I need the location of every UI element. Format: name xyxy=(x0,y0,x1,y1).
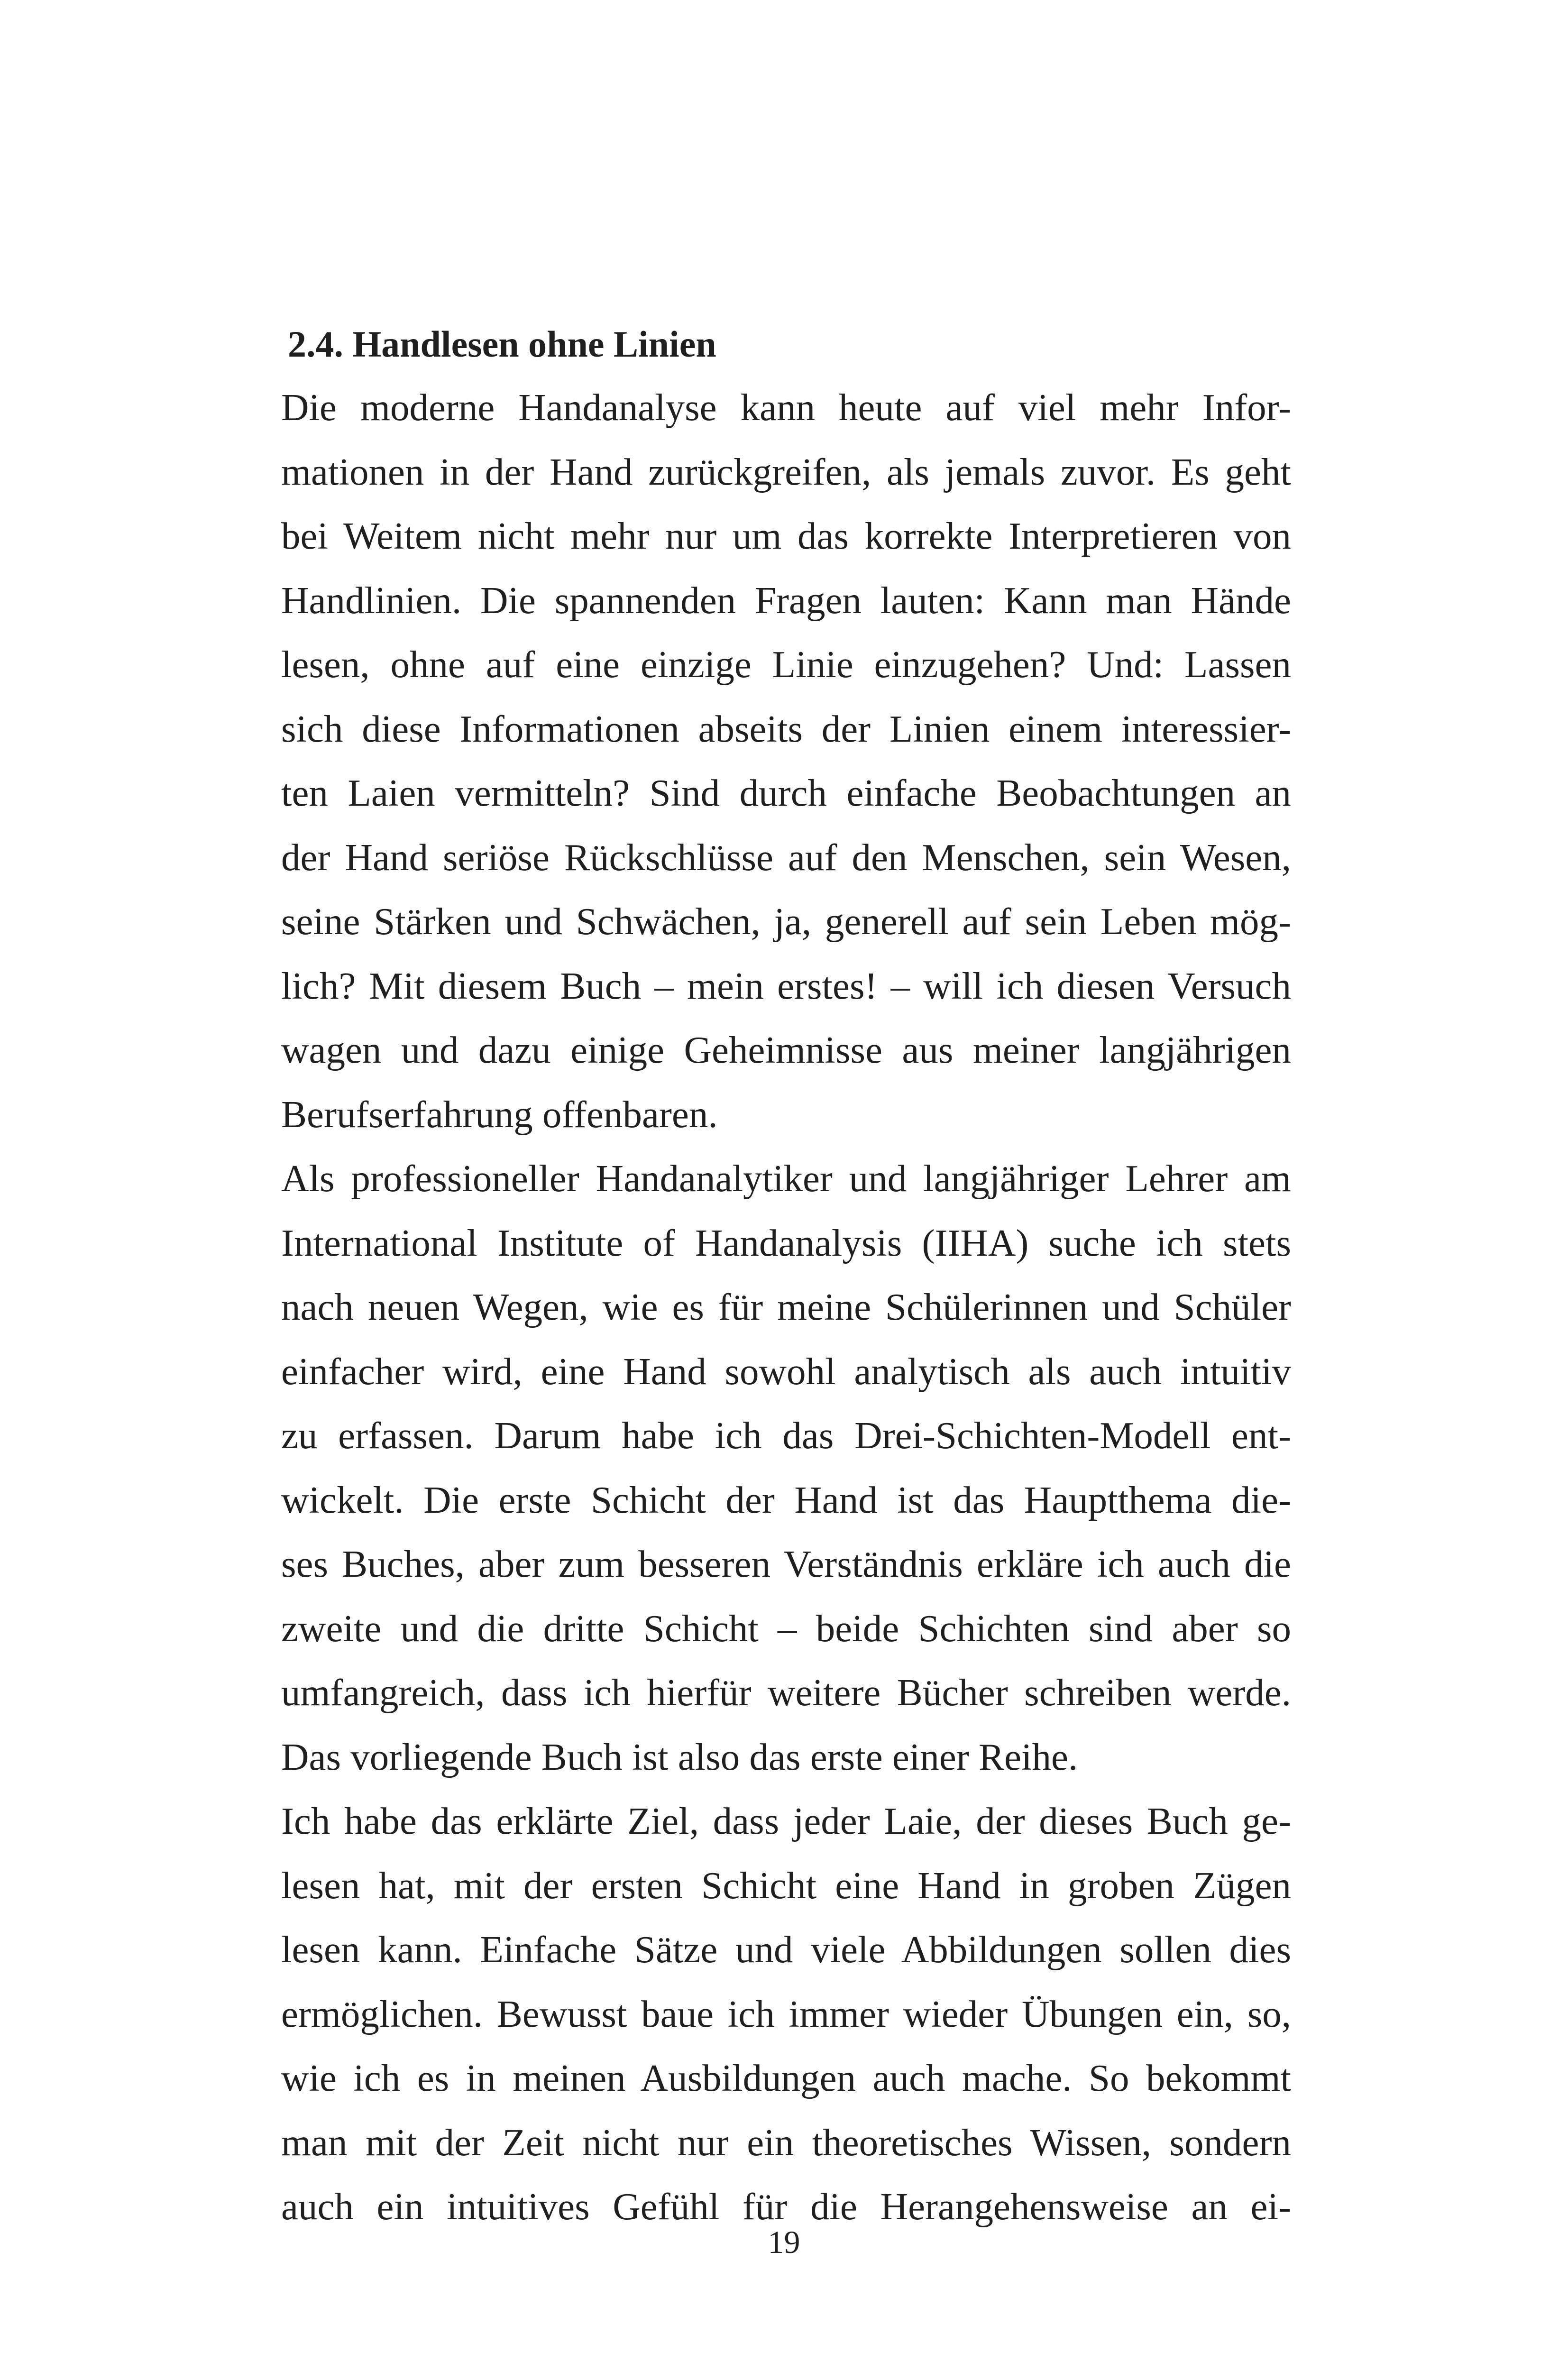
text-line: ses Buches, aber zum besseren Verständnis erkläre ich auch die xyxy=(281,1543,1291,1585)
text-line: Die moderne Handanalyse kann heute auf viel mehr Infor- xyxy=(281,386,1291,429)
text-line: ermöglichen. Bewusst baue ich immer wieder Übungen ein, so, xyxy=(281,1992,1291,2035)
text-line: wie ich es in meinen Ausbildungen auch mache. So bekommt xyxy=(281,2057,1291,2099)
text-line: umfangreich, dass ich hierfür weitere Bücher schreiben werde. xyxy=(281,1671,1291,1714)
paragraph xyxy=(281,1147,1291,1789)
text-line: einfacher wird, eine Hand sowohl analytisch als auch intuitiv xyxy=(281,1350,1291,1393)
text-line: International Institute of Handanalysis (IIHA) suche ich stets xyxy=(281,1221,1291,1264)
text-line: bei Weitem nicht mehr nur um das korrekte Interpretieren von xyxy=(281,515,1291,557)
text-line: lesen kann. Einfache Sätze und viele Abbildungen sollen dies xyxy=(281,1928,1291,1971)
text-line: man mit der Zeit nicht nur ein theoretisches Wissen, sondern xyxy=(281,2121,1291,2164)
text-line: lich? Mit diesem Buch – mein erstes! – will ich diesen Versuch xyxy=(281,964,1291,1007)
section-heading: 2.4. Handlesen ohne Linien xyxy=(288,323,716,365)
page-number: 19 xyxy=(768,2224,800,2260)
text-line: lesen, ohne auf eine einzige Linie einzugehen? Und: Lassen xyxy=(281,643,1291,686)
paragraph xyxy=(281,376,1291,1147)
text-line: zu erfassen. Darum habe ich das Drei-Schichten-Modell ent- xyxy=(281,1414,1291,1457)
text-line: wickelt. Die erste Schicht der Hand ist das Hauptthema die- xyxy=(281,1478,1291,1521)
text-line: der Hand seriöse Rückschlüsse auf den Menschen, sein Wesen, xyxy=(281,836,1291,879)
text-line: Ich habe das erklärte Ziel, dass jeder Laie, der dieses Buch ge- xyxy=(281,1800,1291,1842)
text-line: zweite und die dritte Schicht – beide Schichten sind aber so xyxy=(281,1607,1291,1650)
text-line: Handlinien. Die spannenden Fragen lauten: Kann man Hände xyxy=(281,579,1291,622)
text-line: auch ein intuitives Gefühl für die Herangehensweise an ei- xyxy=(281,2185,1291,2228)
text-line: Berufserfahrung offenbaren. xyxy=(281,1093,718,1136)
text-line: Als professioneller Handanalytiker und langjähriger Lehrer am xyxy=(281,1157,1291,1200)
text-line: ten Laien vermitteln? Sind durch einfache Beobachtungen an xyxy=(281,772,1291,814)
text-line: sich diese Informationen abseits der Linien einem interessier- xyxy=(281,707,1291,750)
text-line: mationen in der Hand zurückgreifen, als jemals zuvor. Es geht xyxy=(281,450,1291,493)
text-line: Das vorliegende Buch ist also das erste einer Reihe. xyxy=(281,1735,1078,1778)
text-block xyxy=(281,313,1291,2239)
text-line: wagen und dazu einige Geheimnisse aus meiner langjährigen xyxy=(281,1029,1291,1071)
text-line: nach neuen Wegen, wie es für meine Schülerinnen und Schüler xyxy=(281,1286,1291,1328)
text-line: seine Stärken und Schwächen, ja, generell auf sein Leben mög- xyxy=(281,900,1291,943)
text-line: lesen hat, mit der ersten Schicht eine Hand in groben Zügen xyxy=(281,1864,1291,1907)
paragraph xyxy=(281,1789,1291,2239)
